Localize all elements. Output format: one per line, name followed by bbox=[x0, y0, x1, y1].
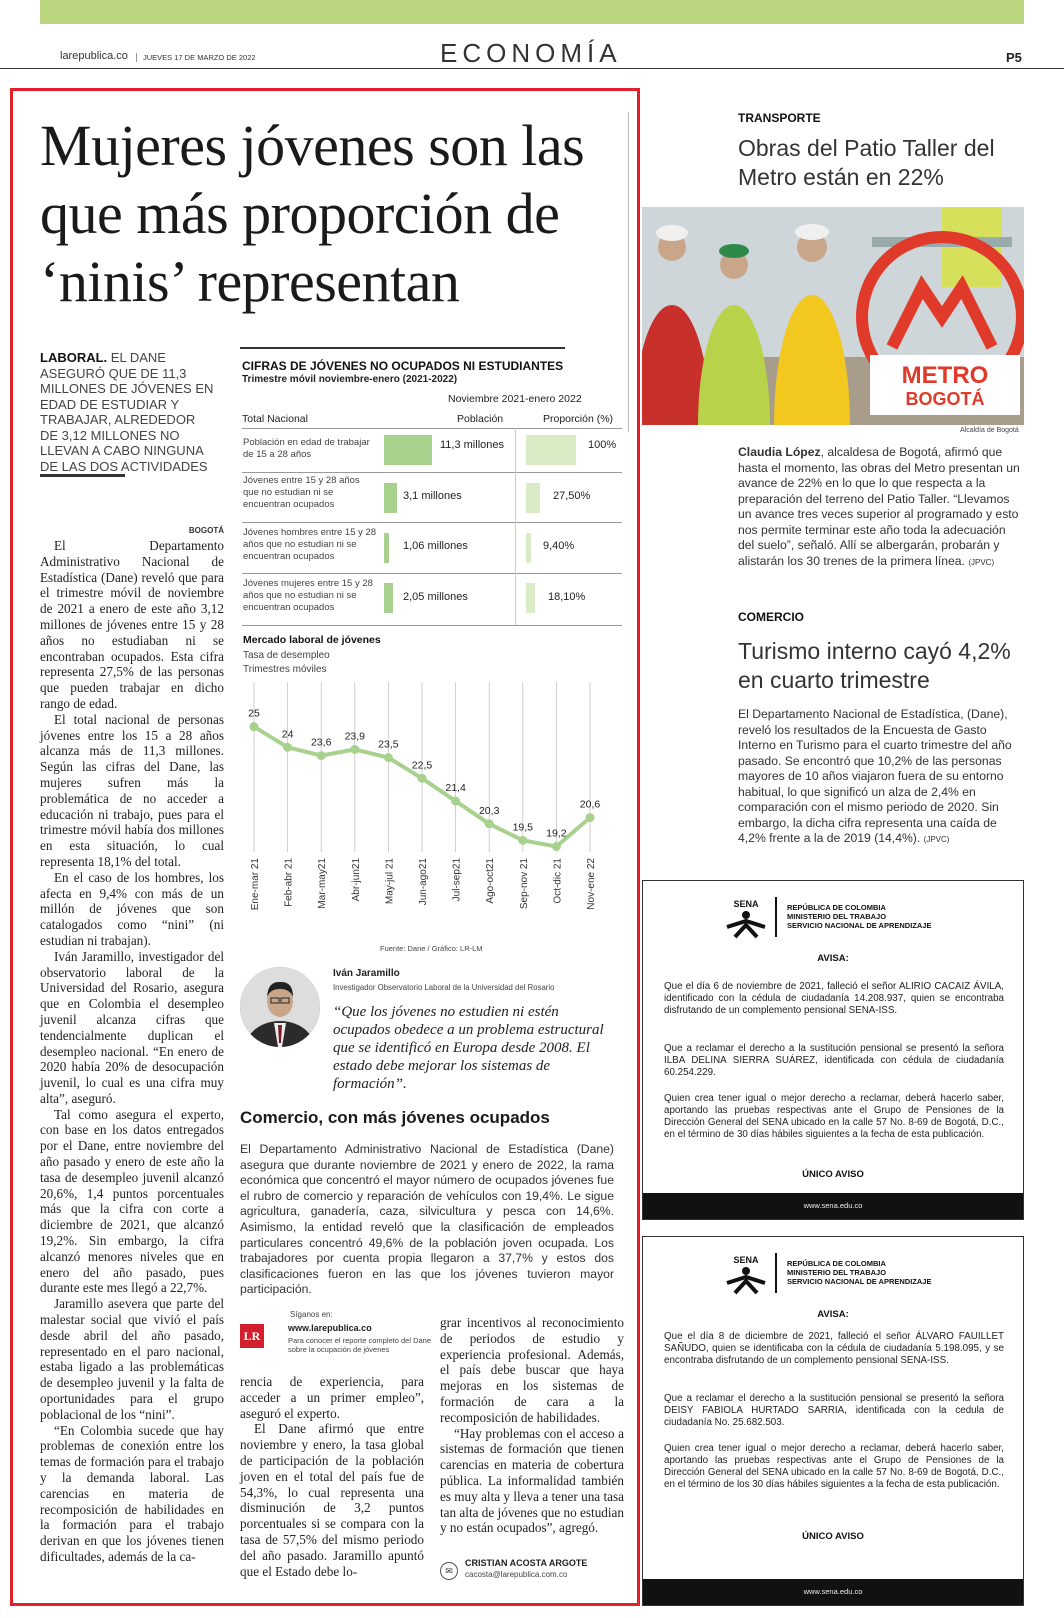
site-name[interactable]: larepublica.co bbox=[60, 50, 128, 62]
table-header-population: Población bbox=[457, 413, 504, 425]
portrait-photo bbox=[240, 967, 320, 1047]
table-header-total: Total Nacional bbox=[242, 413, 308, 425]
data-point bbox=[552, 842, 561, 851]
story-headline: Turismo interno cayó 4,2% en cuarto trimestre bbox=[738, 638, 1011, 693]
article-column-3 bbox=[440, 1315, 624, 1536]
page-number: P5 bbox=[1006, 50, 1022, 65]
population-value: 1,06 millones bbox=[403, 540, 468, 552]
x-tick-label: Abr-jun21 bbox=[350, 858, 362, 902]
notice-divider bbox=[775, 1253, 777, 1293]
data-label: 20,3 bbox=[478, 804, 500, 817]
follow-description: Para conocer el reporte completo del Dane sobre la ocupación de jóvenes bbox=[288, 1336, 431, 1354]
notice-paragraph: Quien crea tener igual o mejor derecho a reclamar, deberá hacerlo saber, aportando las pruebas respectivas ante el Grupo de Pensiones de la Dirección General del SENA ubicado en la calle 57 No. 8-69 de Bogotá, D.C., en el término de los 30 días hábiles siguientes a la fecha de esta publicación. bbox=[664, 1443, 1004, 1490]
header-rule bbox=[0, 68, 1064, 69]
notice-unique: ÚNICO AVISO bbox=[802, 1169, 864, 1180]
notice-divider bbox=[775, 897, 777, 937]
population-bar bbox=[384, 533, 389, 563]
data-point bbox=[250, 722, 259, 731]
story-body bbox=[738, 445, 1024, 570]
svg-text:SENA: SENA bbox=[733, 899, 759, 909]
data-label: 24 bbox=[281, 728, 294, 741]
lede bbox=[40, 350, 215, 474]
data-point bbox=[485, 819, 494, 828]
notice-paragraph: Que el día 8 de diciembre de 2021, falleció el señor ÁLVARO FAUILLET SAÑUDO, quien se identificaba con la cédula de ciudadanía 5.198.095, y se encontraba disfrutando de un complemento pensional SENA-ISS. bbox=[664, 1331, 1004, 1366]
population-value: 11,3 millones bbox=[440, 439, 504, 451]
x-tick-label: Ago-oct21 bbox=[485, 858, 497, 904]
lede-text: EL DANE ASEGURÓ QUE DE 11,3 MILLONES DE JÓVENES EN EDAD DE ESTUDIAR Y TRABAJAR, ALREDEDOR DE 3,12 MILLONES NO LLEVAN A CABO NINGUNA DE LAS DOS ACTIVIDADES bbox=[40, 350, 214, 474]
follow-link[interactable]: www.larepublica.co bbox=[288, 1323, 372, 1333]
chart-subtitle: Tasa de desempleo bbox=[243, 650, 330, 661]
paragraph: “En Colombia sucede que hay problemas de conexión entre los temas de formación para el trabajo y la demanda laboral. Las carencias en materia de recomposición de habilidades en la formación para el trabajo derivan en que los jóvenes tienen dificultades, además de la ca- bbox=[40, 1422, 224, 1564]
proportion-bar bbox=[526, 483, 540, 513]
data-label: 25 bbox=[248, 707, 260, 720]
article-column-1 bbox=[40, 538, 224, 1565]
data-point bbox=[418, 774, 427, 783]
chart-source: Fuente: Dane / Gráfico: LR-LM bbox=[380, 944, 483, 953]
data-point bbox=[586, 813, 595, 822]
x-tick-label: May-jul 21 bbox=[384, 858, 396, 905]
story-text: , alcaldesa de Bogotá, afirmó que hasta el momento, las obras del Metro presentan un avance de 22% en lo que lo que respecta a la preparación del terreno del Patio Taller. “Llevamos un avance tres veces superior al programado y esto nos permite terminar este año toda la adecuación del suelo”, señaló. Allí se albergarán, probarán y alistarán los 30 trenes de la primera línea. bbox=[738, 445, 1020, 568]
notice-paragraph: Que a reclamar el derecho a la sustitución pensional se presentó la señora ILBA DELINA SIERRA SUÁREZ, identificada con cédula de ciudadanía 60.254.229. bbox=[664, 1043, 1004, 1078]
data-point bbox=[350, 745, 359, 754]
x-tick-label: Sep-nov 21 bbox=[518, 858, 530, 910]
population-bar bbox=[384, 583, 393, 613]
svg-text:SENA: SENA bbox=[733, 1255, 759, 1265]
table-header-proportion: Proporción (%) bbox=[543, 413, 614, 425]
sena-notice bbox=[642, 1236, 1024, 1606]
lead-name: Claudia López bbox=[738, 445, 821, 459]
data-point bbox=[317, 751, 326, 760]
author-email-icon: ✉ bbox=[440, 1562, 458, 1580]
proportion-bar bbox=[526, 583, 535, 613]
story-headline: Obras del Patio Taller del Metro están en 22% bbox=[738, 135, 995, 190]
notice-paragraph: Que el día 6 de noviembre de 2021, falleció el señor ALIRIO CACAIZ ÁVILA, identificado con la cédula de ciudadanía 14.208.937, quien se encontraba disfrutando de un complemento pensional SENA-ISS. bbox=[664, 981, 1004, 1016]
sena-logo-icon bbox=[721, 1253, 771, 1295]
lede-kicker: LABORAL. bbox=[40, 350, 108, 365]
story-text: El Departamento Nacional de Estadística, (Dane), reveló los resultados de la Encuesta de Gasto Interno en Turismo para el cuarto trimestre del año pasado. Se encontró que 10,2% de las personas mayores de 10 años viajaron fuera de su entorno habitual, lo que significó un alza de 2,4% en comparación con el mismo periodo de 2020. Sin embargo, la dicha cifra representa una caída de 4,2% frente a la de 2019 (14,4%). bbox=[738, 707, 1012, 845]
data-label: 22,5 bbox=[411, 759, 433, 772]
population-bar bbox=[384, 483, 397, 513]
paragraph: El Departamento Administrativo Nacional de Estadística (Dane) reveló que para el trimestre móvil de noviembre de 2021 a enero de este año 3,12 millones de jóvenes entre 15 y 28 años no estudiaban ni se encontraban ocupados. Esta cifra representa 27,5% de las personas que pueden trabajar en dicho rango de edad. bbox=[40, 538, 224, 711]
section-title: ECONOMÍA bbox=[440, 38, 622, 68]
table-divider bbox=[242, 428, 622, 429]
main-headline: Mujeres jóvenes son las que más proporción de ‘ninis’ representan bbox=[40, 113, 585, 314]
paragraph: Tal como asegura el experto, con base en los datos entregados por el Dane, entre noviembre del año pasado y enero de este año la tasa de desempleo juvenil alcanzó 20,6%, 1,4 puntos porcentuales más que la cifra con corte a diciembre de 2021, que alcanzó 19,2%. Sin embargo, la cifra alcanzó menores niveles que en enero del año pasado, pues durante este mes llegó a 22,7%. bbox=[40, 1106, 224, 1296]
notice-paragraph: Quien crea tener igual o mejor derecho a reclamar, deberá hacerlo saber, aportando las pruebas respectivas ante el Grupo de Pensiones de la Dirección General del SENA ubicado en la calle 57 No. 8-69 de Bogotá, D.C., en el término de 30 días hábiles siguientes a la fecha de esta publicación. bbox=[664, 1093, 1004, 1140]
paragraph: “Hay problemas con el acceso a sistemas de formación que tienen carencias en materia de cobertura pública. La informalidad también es muy alta y lleva a tener una tasa tan alta de jóvenes que no estudian y no están ocupados”, agregó. bbox=[440, 1425, 624, 1536]
x-tick-label: Oct-dic 21 bbox=[552, 858, 564, 904]
top-color-bar bbox=[40, 0, 1024, 24]
sub-story-body: El Departamento Administrativo Nacional de Estadística (Dane) asegura que durante noviembre de 2021 y enero de 2022, la rama económica que concentró el mayor número de ocupados jóvenes fue el rubro de comercio y reparación de vehículos con 19,4%. Le sigue agricultura, ganadería, caza, silvicultura y pesca con 14,6%. Asimismo, la entidad reveló que la clasificación de empleados particulares concentró 49,6% de la población joven ocupada. Los trabajadores por cuenta propia llegaron a 37,7% y estos dos clasificaciones fueron en las que los jóvenes tuvieron mayor participación. bbox=[240, 1142, 614, 1297]
signature: (JPVC) bbox=[923, 835, 950, 844]
table-subtitle: Trimestre móvil noviembre-enero (2021-2022) bbox=[242, 374, 458, 385]
unemployment-line-chart bbox=[240, 682, 620, 952]
proportion-value: 100% bbox=[588, 439, 617, 451]
x-tick-label: Feb-abr 21 bbox=[283, 858, 295, 907]
x-tick-label: Ene-mar 21 bbox=[250, 858, 261, 911]
story-kicker: COMERCIO bbox=[738, 610, 804, 624]
notice-avisa: AVISA: bbox=[817, 953, 849, 964]
data-label: 20,6 bbox=[579, 798, 601, 811]
paragraph: El total nacional de personas jóvenes entre los 15 a 28 años alcanza más de 11,3 millones. Según las cifras del Dane, las mujeres sufren más la problemática de no acceder a educación ni trabajo, pues para el trimestre móvil había dos millones en esta situación, lo cual representa 18,1% del total. bbox=[40, 711, 224, 869]
sub-headline: Comercio, con más jóvenes ocupados bbox=[240, 1108, 550, 1127]
table-row-label: Jóvenes entre 15 y 28 años que no estudian ni se encuentran ocupados bbox=[243, 475, 360, 510]
notice-footer[interactable]: www.sena.edu.co bbox=[643, 1579, 1023, 1605]
x-tick-label: Jun-ago21 bbox=[418, 858, 429, 906]
table-row-label: Población en edad de trabajar de 15 a 28 años bbox=[243, 437, 370, 460]
data-label: 23,9 bbox=[344, 730, 366, 743]
notice-avisa: AVISA: bbox=[817, 1309, 849, 1320]
metro-photo-illustration bbox=[642, 207, 1024, 425]
data-label: 19,2 bbox=[546, 827, 567, 840]
proportion-value: 9,40% bbox=[543, 540, 575, 552]
org-line: SERVICIO NACIONAL DE APRENDIZAJE bbox=[787, 921, 932, 930]
data-label: 23,5 bbox=[378, 738, 399, 751]
paragraph: rencia de experiencia, para acceder a un primer empleo”, aseguró el experto. bbox=[240, 1374, 424, 1421]
graphic-top-rule bbox=[240, 347, 565, 349]
sena-notice bbox=[642, 880, 1024, 1220]
proportion-bar bbox=[526, 533, 531, 563]
signature: (JPVC) bbox=[968, 557, 995, 567]
org-line: MINISTERIO DEL TRABAJO bbox=[787, 1268, 887, 1277]
org-line: REPÚBLICA DE COLOMBIA bbox=[787, 1259, 886, 1268]
paragraph: En el caso de los hombres, los afecta en 9,4% con más de un millón de jóvenes que son catalogados como “nini” (ni estudian ni trabajan). bbox=[40, 869, 224, 948]
follow-label: Síganos en: bbox=[290, 1310, 333, 1319]
sena-logo-icon bbox=[721, 897, 771, 939]
paragraph: Iván Jaramillo, investigador del observatorio laboral de la Universidad del Rosario, asegura que en Colombia el desempleo juvenil alcanza cifras que tendencialmente duplican el desempleo nacional. “En enero de 2020 había 20% de desocupación juvenil, lo cual es una cifra muy alta”, aseguró. bbox=[40, 948, 224, 1106]
table-divider bbox=[242, 472, 622, 473]
paragraph: grar incentivos al reconocimiento de periodos de estudio y experiencia profesional. Además, el país debe buscar que haya mejoras en los sistemas de formación de cara a la recomposición de habilidades. bbox=[440, 1315, 624, 1425]
proportion-value: 18,10% bbox=[548, 591, 586, 603]
notice-footer[interactable]: www.sena.edu.co bbox=[643, 1193, 1023, 1219]
table-row-label: Jóvenes hombres entre 15 y 28 años que no estudian ni se encuentran ocupados bbox=[243, 527, 377, 562]
org-line: REPÚBLICA DE COLOMBIA bbox=[787, 903, 886, 912]
data-label: 21,4 bbox=[445, 782, 466, 795]
photo-credit: Alcaldía de Bogotá bbox=[960, 427, 1019, 434]
chart-title: Mercado laboral de jóvenes bbox=[243, 634, 381, 646]
data-point bbox=[451, 797, 460, 806]
x-tick-label: Jul-sep21 bbox=[451, 858, 463, 902]
table-row-label: Jóvenes mujeres entre 15 y 28 años que no estudian ni se encuentran ocupados bbox=[243, 578, 373, 613]
metro-photo bbox=[642, 207, 1024, 425]
data-label: 23,6 bbox=[310, 736, 332, 749]
column-divider bbox=[628, 112, 629, 432]
data-point bbox=[384, 753, 393, 762]
table-title: CIFRAS DE JÓVENES NO OCUPADOS NI ESTUDIANTES bbox=[242, 359, 564, 373]
data-label: 19,5 bbox=[512, 821, 534, 834]
lede-rule bbox=[40, 474, 125, 477]
table-divider bbox=[242, 625, 622, 626]
author-email[interactable]: cacosta@larepublica.com.co bbox=[465, 1570, 568, 1579]
proportion-bar bbox=[526, 435, 576, 465]
photo-sign-text: METRO bbox=[901, 362, 989, 389]
story-kicker: TRANSPORTE bbox=[738, 111, 821, 125]
notice-org bbox=[787, 903, 931, 930]
issue-date: JUEVES 17 DE MARZO DE 2022 bbox=[136, 53, 256, 62]
table-divider bbox=[242, 522, 622, 523]
x-tick-label: Nov-ene 22 bbox=[586, 858, 597, 910]
x-tick-label: Mar-may21 bbox=[317, 858, 329, 909]
lr-logo[interactable]: LR bbox=[240, 1324, 264, 1348]
org-line: SERVICIO NACIONAL DE APRENDIZAJE bbox=[787, 1277, 932, 1286]
table-column-divider bbox=[515, 428, 516, 625]
article-column-2 bbox=[240, 1374, 424, 1579]
data-point bbox=[283, 743, 292, 752]
proportion-value: 27,50% bbox=[553, 490, 591, 502]
paragraph: El Dane afirmó que entre noviembre y enero, la tasa global de participación de la población joven en el total del país fue de 54,3%, lo cual representa una disminución de 3,2 puntos porcentuales si se compara con la tasa de 57,5% del mismo periodo del año pasado. Jaramillo apuntó que el Estado debe lo- bbox=[240, 1421, 424, 1579]
dateline: BOGOTÁ bbox=[188, 526, 224, 535]
population-value: 2,05 millones bbox=[403, 591, 468, 603]
notice-paragraph: Que a reclamar el derecho a la sustitución pensional se presentó la señora DEISY FABIOLA HURTADO SARRIA, identificada con la cedula de ciudadanía No. 25.682.503. bbox=[664, 1393, 1004, 1428]
author-name: CRISTIAN ACOSTA ARGOTE bbox=[465, 1558, 588, 1568]
pull-quote: “Que los jóvenes no estudien ni estén ocupados obedece a un problema estructural que se identificó en Europa desde 2008. El estado debe mejorar los sistemas de formación”. bbox=[333, 1004, 604, 1092]
quote-author: Iván Jaramillo bbox=[333, 968, 400, 979]
data-point bbox=[518, 836, 527, 845]
chart-subtitle-2: Trimestres móviles bbox=[243, 664, 327, 675]
story-body bbox=[738, 707, 1024, 848]
org-line: MINISTERIO DEL TRABAJO bbox=[787, 912, 887, 921]
population-value: 3,1 millones bbox=[403, 490, 462, 502]
paragraph: Jaramillo asevera que parte del malestar social que vivió el país desde abril del año pasado, representado en el paro nacional, estaba ligado a las problemáticas de desempleo juvenil y la falta de oportunidades para el grupo poblacional de los “nini”. bbox=[40, 1296, 224, 1422]
quote-author-role: Investigador Observatorio Laboral de la Universidad del Rosario bbox=[333, 983, 555, 992]
table-divider bbox=[242, 573, 622, 574]
population-bar bbox=[384, 435, 432, 465]
notice-unique: ÚNICO AVISO bbox=[802, 1531, 864, 1542]
svg-text:BOGOTÁ: BOGOTÁ bbox=[905, 389, 985, 409]
table-period: Noviembre 2021-enero 2022 bbox=[448, 393, 582, 405]
portrait-illustration bbox=[240, 967, 320, 1047]
notice-org bbox=[787, 1259, 931, 1286]
